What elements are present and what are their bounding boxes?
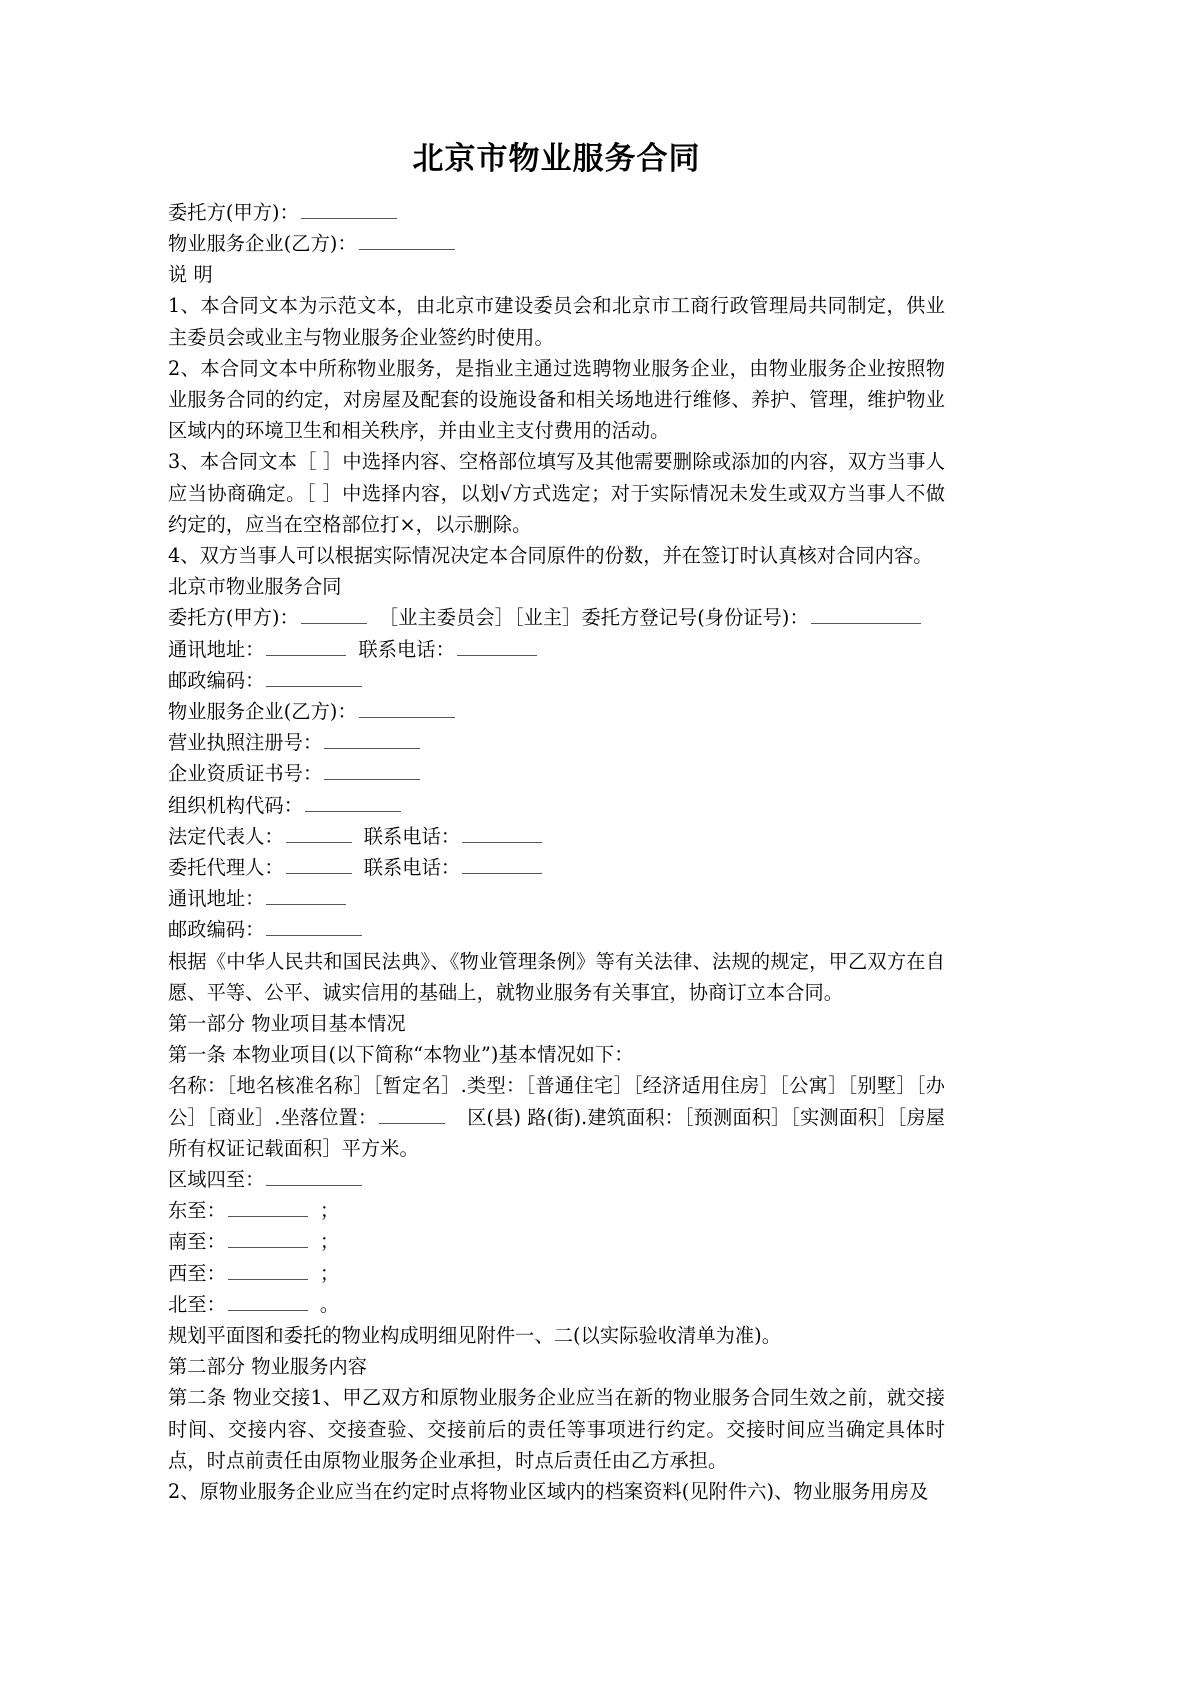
field-service-company-top	[168, 228, 945, 259]
field-label-mid: ［业主委员会］［业主］委托方登记号(身份证号)：	[378, 606, 809, 630]
fill-blank[interactable]	[462, 824, 542, 843]
field-label: 区域四至：	[168, 1168, 265, 1192]
fill-blank[interactable]	[286, 855, 352, 874]
field-boundary-south	[168, 1226, 945, 1257]
field-authorized-agent	[168, 852, 945, 883]
line-terminator: ；	[319, 1261, 340, 1285]
fill-blank[interactable]	[228, 1198, 308, 1217]
field-boundary-north	[168, 1289, 945, 1320]
field-party-a-address	[168, 634, 945, 665]
preamble-paragraph: 根据《中华人民共和国民法典》、《物业管理条例》等有关法律、法规的规定，甲乙双方在自愿、平等、公平、诚实信用的基础上，就物业服务有关事宜，协商订立本合同。	[168, 949, 945, 1004]
field-label: 组织机构代码：	[168, 793, 304, 817]
page-title: 北京市物业服务合同	[412, 141, 701, 177]
fill-blank[interactable]	[462, 855, 542, 874]
field-entrustor	[168, 602, 945, 633]
line-terminator: 。	[319, 1292, 340, 1316]
line-terminator: ；	[319, 1199, 340, 1223]
project-info-part-b: 区(县) 路(街).建筑面积：［预测面积］［实测面积］［房屋所有权证记载面积］平方米。	[168, 1105, 946, 1160]
notice-item-2: 2、本合同文本中所称物业服务，是指业主通过选聘物业服务企业，由物业服务企业按照物业服务合同的约定，对房屋及配套的设施设备和相关场地进行维修、养护、管理，维护物业区域内的环境卫生和相关秩序，并由业主支付费用的活动。	[168, 356, 945, 443]
document-body	[168, 197, 945, 1508]
fill-blank[interactable]	[266, 886, 346, 905]
field-label: 邮政编码：	[168, 668, 265, 692]
fill-blank[interactable]	[324, 730, 420, 749]
field-service-company	[168, 696, 945, 727]
field-party-b-address	[168, 883, 945, 914]
part-two-heading: 第二部分 物业服务内容	[168, 1355, 368, 1379]
field-boundary-all	[168, 1164, 945, 1195]
fill-blank[interactable]	[379, 1104, 445, 1123]
fill-blank[interactable]	[228, 1292, 308, 1311]
fill-blank[interactable]	[811, 605, 921, 624]
field-boundary-west	[168, 1258, 945, 1289]
field-label: 联系电话：	[358, 637, 455, 661]
field-label: 企业资质证书号：	[168, 762, 323, 786]
field-label: 联系电话：	[363, 824, 461, 848]
field-label: 通讯地址：	[168, 637, 265, 661]
field-entrustor-top	[168, 197, 945, 228]
field-label: 法定代表人：	[168, 824, 284, 848]
field-org-code	[168, 790, 945, 821]
field-label: 委托代理人：	[168, 856, 284, 880]
field-label: 联系电话：	[363, 856, 461, 880]
fill-blank[interactable]	[228, 1229, 308, 1248]
contract-heading: 北京市物业服务合同	[168, 575, 342, 599]
fill-blank[interactable]	[266, 1167, 362, 1186]
field-party-a-postcode	[168, 665, 945, 696]
field-legal-representative	[168, 821, 945, 852]
fill-blank[interactable]	[228, 1260, 308, 1279]
field-business-license	[168, 727, 945, 758]
article-two-item-2: 2、原物业服务企业应当在约定时点将物业区域内的档案资料(见附件六)、物业服务用房及	[168, 1480, 929, 1504]
fill-blank[interactable]	[266, 917, 362, 936]
fill-blank[interactable]	[301, 200, 397, 219]
part-one-heading: 第一部分 物业项目基本情况	[168, 1012, 406, 1036]
notice-item-4: 4、双方当事人可以根据实际情况决定本合同原件的份数，并在签订时认真核对合同内容。	[168, 543, 933, 567]
fill-blank[interactable]	[457, 636, 537, 655]
field-boundary-east	[168, 1195, 945, 1226]
field-label: 委托方(甲方)：	[168, 200, 299, 224]
field-label: 东至：	[168, 1199, 226, 1223]
fill-blank[interactable]	[324, 761, 420, 780]
fill-blank[interactable]	[266, 668, 362, 687]
fill-blank[interactable]	[359, 699, 455, 718]
field-label: 西至：	[168, 1261, 226, 1285]
article-two: 第二条 物业交接1、甲乙双方和原物业服务企业应当在新的物业服务合同生效之前，就交接时间、交接内容、交接查验、交接前后的责任等事项进行约定。交接时间应当确定具体时点，时点前责任由原物业服务企业承担，时点后责任由乙方承担。	[168, 1386, 945, 1472]
fill-blank[interactable]	[286, 824, 352, 843]
notice-heading: 说 明	[168, 263, 213, 287]
fill-blank[interactable]	[301, 605, 367, 624]
notice-item-3: 3、本合同文本［ ］中选择内容、空格部位填写及其他需要删除或添加的内容，双方当事人应当协商确定。［ ］中选择内容，以划√方式选定；对于实际情况未发生或双方当事人不做约定的，应当在空格部位打×，以示删除。	[168, 450, 945, 536]
field-party-b-postcode	[168, 914, 945, 945]
field-label: 物业服务企业(乙方)：	[168, 700, 357, 723]
attachment-note: 规划平面图和委托的物业构成明细见附件一、二(以实际验收清单为准)。	[168, 1324, 782, 1348]
field-label: 南至：	[168, 1230, 226, 1254]
project-basic-info	[168, 1070, 945, 1164]
article-one: 第一条 本物业项目(以下简称“本物业”)基本情况如下：	[168, 1043, 634, 1067]
fill-blank[interactable]	[305, 792, 401, 811]
line-terminator: ；	[319, 1230, 340, 1254]
field-label: 委托方(甲方)：	[168, 606, 299, 630]
fill-blank[interactable]	[266, 636, 346, 655]
project-info-part-a: 名称：［地名核准名称］［暂定名］.类型：［普通住宅］［经济适用住房］［公寓］［别墅］［办公］［商业］.坐落位置：	[168, 1074, 945, 1129]
field-label: 通讯地址：	[168, 887, 265, 911]
fill-blank[interactable]	[359, 231, 455, 250]
field-qualification-cert	[168, 758, 945, 789]
field-label: 物业服务企业(乙方)：	[168, 231, 357, 255]
notice-item-1: 1、本合同文本为示范文本，由北京市建设委员会和北京市工商行政管理局共同制定，供业主委员会或业主与物业服务企业签约时使用。	[168, 294, 945, 349]
field-label: 邮政编码：	[168, 918, 265, 942]
field-label: 北至：	[168, 1292, 226, 1316]
field-label: 营业执照注册号：	[168, 731, 323, 755]
